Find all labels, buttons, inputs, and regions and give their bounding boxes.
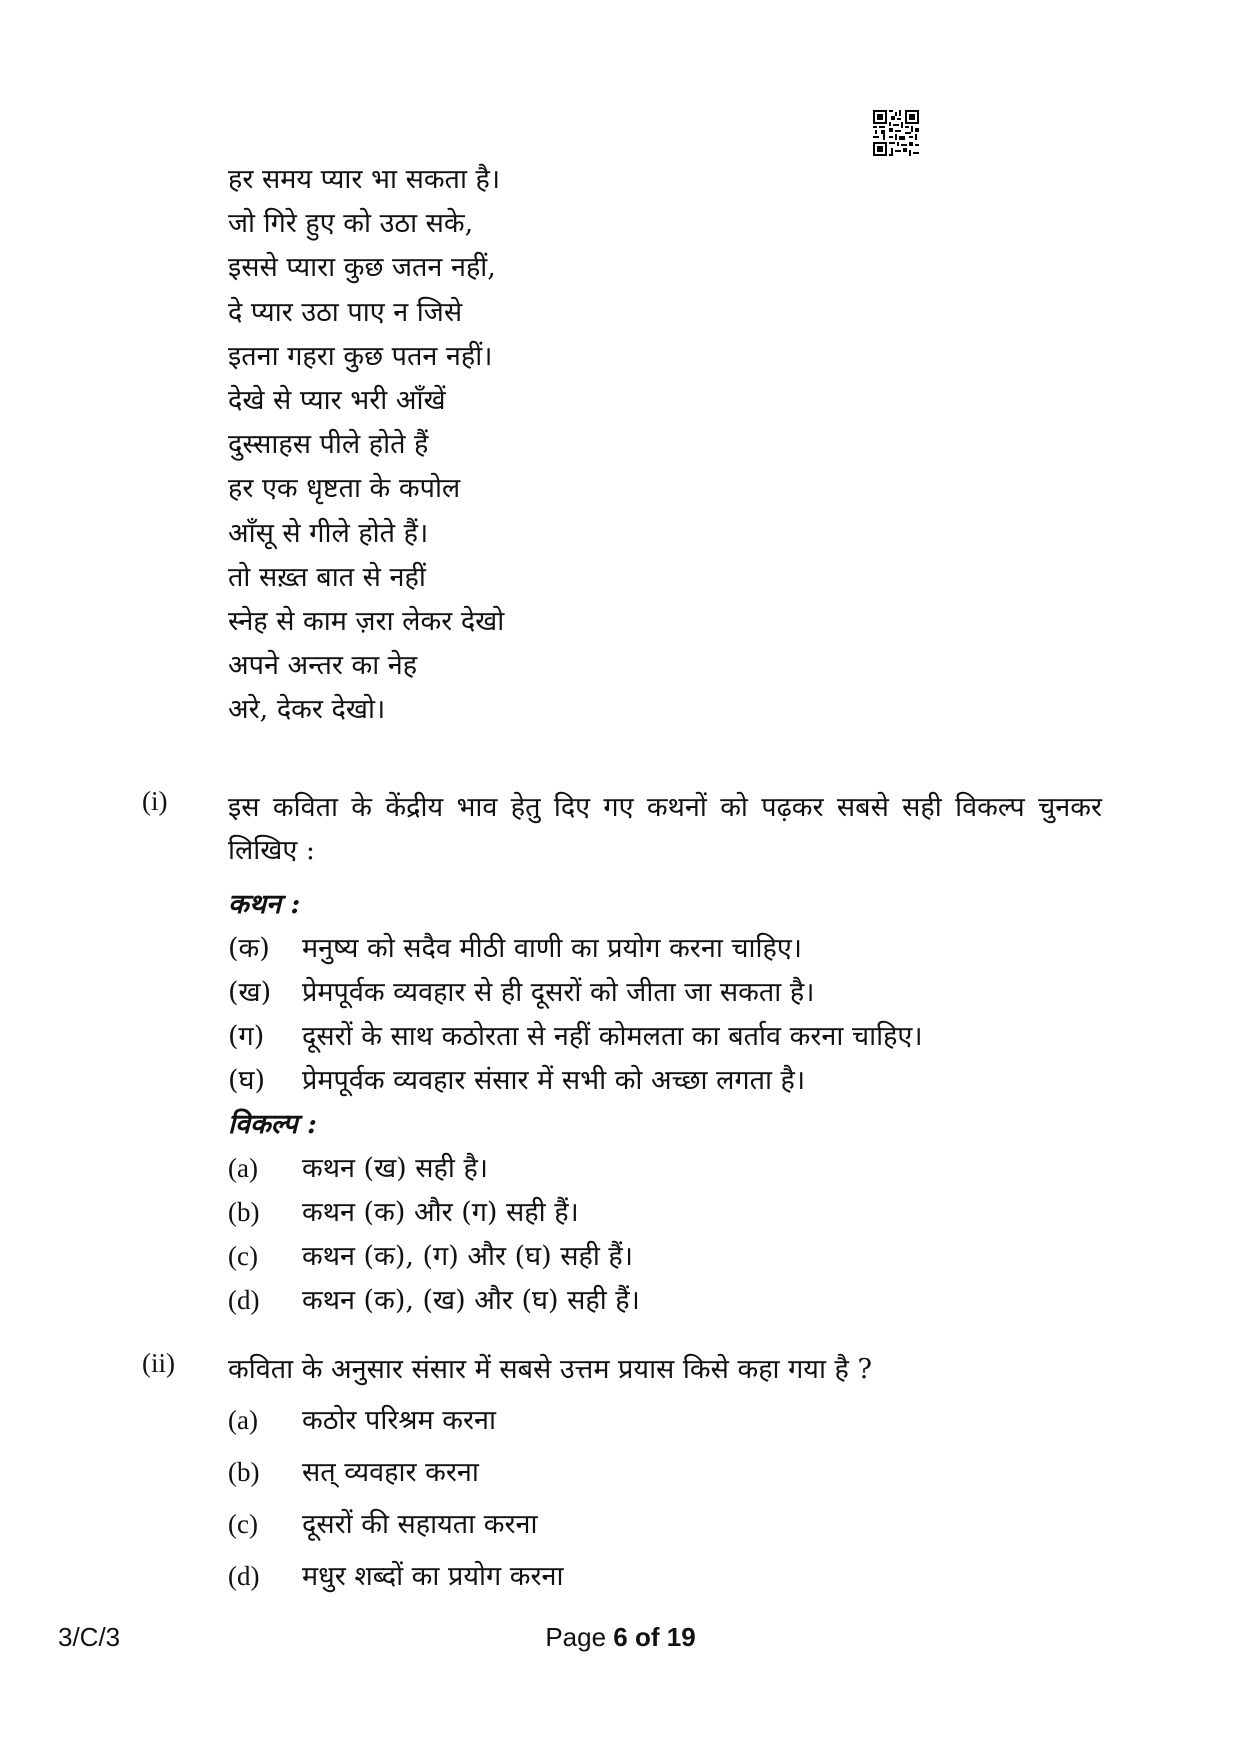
- option-item: [228, 1504, 537, 1541]
- statement-item: [228, 928, 802, 965]
- option-text: कथन (क) और (ग) सही हैं।: [302, 1197, 579, 1228]
- option-text: कथन (ख) सही है।: [302, 1153, 489, 1184]
- option-text: कथन (क), (ग) और (घ) सही हैं।: [302, 1241, 633, 1272]
- question-number: (ii): [142, 1348, 175, 1378]
- poem-line: अरे, देकर देखो।: [228, 694, 386, 726]
- poem-line: दुस्साहस पीले होते हैं: [228, 429, 429, 461]
- page-total: 19: [666, 1622, 696, 1652]
- statement-text: प्रेमपूर्वक व्यवहार से ही दूसरों को जीता जा सकता है।: [302, 977, 815, 1008]
- statement-text: प्रेमपूर्वक व्यवहार संसार में सभी को अच्छा लगता है।: [302, 1065, 806, 1096]
- option-label: (c): [228, 1241, 258, 1271]
- statement-label: (घ): [228, 1065, 266, 1096]
- page-current: 6: [613, 1622, 628, 1652]
- option-item: [228, 1400, 496, 1437]
- poem-line: हर समय प्यार भा सकता है।: [228, 164, 501, 195]
- option-item: [228, 1192, 579, 1229]
- statement-item: [228, 1060, 805, 1097]
- statement-text: मनुष्य को सदैव मीठी वाणी का प्रयोग करना चाहिए।: [302, 933, 803, 964]
- poem-line: इतना गहरा कुछ पतन नहीं।: [228, 340, 493, 372]
- option-text: कठोर परिश्रम करना: [302, 1405, 497, 1436]
- option-label: (c): [228, 1509, 258, 1539]
- option-item: [228, 1236, 633, 1273]
- option-text: कथन (क), (ख) और (घ) सही हैं।: [302, 1285, 640, 1316]
- option-label: (d): [228, 1285, 260, 1315]
- poem-line: इससे प्यारा कुछ जतन नहीं,: [228, 252, 496, 284]
- option-label: (a): [228, 1405, 258, 1435]
- poem-line: अपने अन्तर का नेह: [228, 650, 418, 682]
- poem-stanza: [228, 158, 504, 732]
- option-label: (b): [228, 1197, 260, 1227]
- poem-line: दे प्यार उठा पाए न जिसे: [228, 296, 463, 328]
- statement-text: दूसरों के साथ कठोरता से नहीं कोमलता का बर्ताव करना चाहिए।: [302, 1021, 923, 1052]
- page-number: [0, 1622, 1241, 1653]
- option-item: [228, 1148, 488, 1185]
- options-heading: विकल्प :: [228, 1109, 318, 1140]
- option-item: [228, 1556, 564, 1593]
- question-number: (i): [142, 786, 168, 816]
- option-item: [228, 1280, 640, 1317]
- statement-label: (ख): [228, 977, 272, 1008]
- paper-code: 3/C/3: [58, 1622, 121, 1652]
- poem-line: तो सख़्त बात से नहीं: [228, 561, 426, 593]
- poem-line: देखे से प्यार भरी आँखें: [228, 384, 446, 416]
- statement-item: [228, 972, 814, 1009]
- poem-line: आँसू से गीले होते हैं।: [228, 517, 429, 549]
- question-text: इस कविता के केंद्रीय भाव हेतु दिए गए कथनों को पढ़कर सबसे सही विकल्प चुनकर लिखिए :: [228, 792, 1102, 866]
- poem-line: जो गिरे हुए को उठा सके,: [228, 208, 474, 240]
- option-text: सत् व्यवहार करना: [302, 1457, 479, 1488]
- option-text: दूसरों की सहायता करना: [302, 1509, 538, 1540]
- qr-code: [873, 110, 919, 156]
- poem-line: स्नेह से काम ज़रा लेकर देखो: [228, 605, 505, 637]
- page-of: of: [634, 1622, 660, 1652]
- statement-item: [228, 1016, 923, 1053]
- option-text: मधुर शब्दों का प्रयोग करना: [302, 1561, 564, 1592]
- statements-heading: कथन :: [228, 889, 301, 920]
- poem-line: हर एक धृष्टता के कपोल: [228, 473, 461, 505]
- statement-label: (क): [228, 933, 270, 964]
- option-label: (b): [228, 1457, 260, 1487]
- option-item: [228, 1452, 479, 1489]
- option-label: (a): [228, 1153, 258, 1183]
- question-text: कविता के अनुसार संसार में सबसे उत्तम प्रयास किसे कहा गया है ?: [228, 1354, 872, 1385]
- option-label: (d): [228, 1561, 260, 1591]
- page-prefix: Page: [545, 1622, 607, 1652]
- statement-label: (ग): [228, 1021, 265, 1052]
